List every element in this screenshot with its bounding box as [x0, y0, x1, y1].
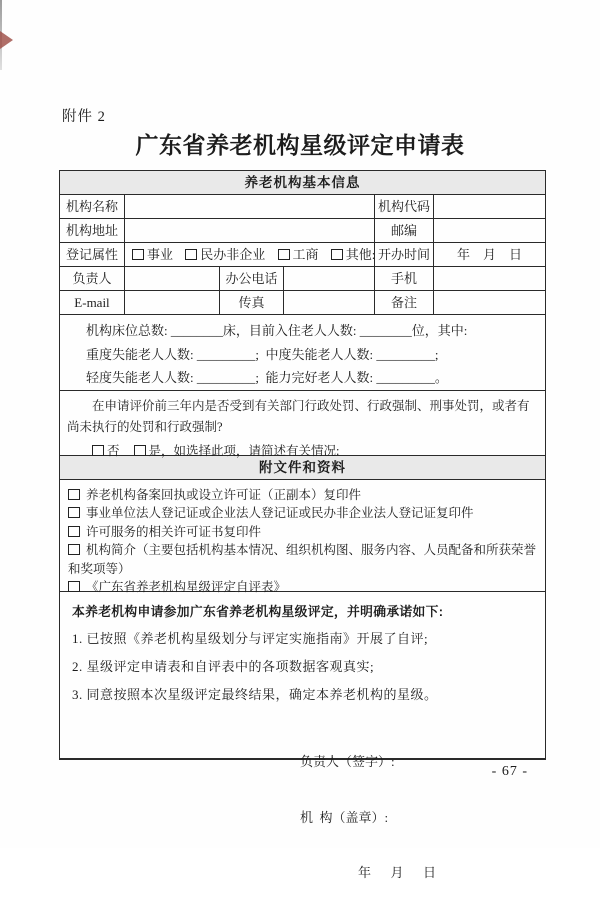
beds-line-1: 机构床位总数: ________床，目前入住老人人数: ________位，其中:: [86, 323, 468, 338]
reg-option-minban-checkbox-icon[interactable]: [185, 249, 197, 260]
row-email: [60, 291, 545, 315]
principal-label: 负责人: [60, 267, 125, 290]
reg-option-minban-label: 民办非企业: [200, 247, 266, 262]
office-phone-label: 办公电话: [220, 267, 284, 290]
reg-option-shiye: [132, 247, 173, 262]
commitment-item-1: 1. 已按照《养老机构星级划分与评定实施指南》开展了自评;: [72, 631, 429, 646]
postcode-value-cell: [434, 219, 545, 242]
org-name-label: 机构名称: [60, 195, 125, 218]
attachment-3-label: 许可服务的相关许可证书复印件: [86, 524, 262, 539]
attachment-number: 附件 2: [62, 109, 106, 125]
attachments-section: [60, 480, 545, 595]
reg-option-qita: [331, 247, 376, 262]
row-principal: [60, 267, 545, 291]
signature-block: [300, 716, 533, 920]
open-date-value-cell: 年 月 日: [456, 247, 522, 262]
reg-option-shiye-label: 事业: [147, 247, 174, 262]
remark-value-cell: [434, 291, 545, 314]
attachment-4-checkbox-icon[interactable]: [68, 544, 80, 555]
attachment-2-checkbox-icon[interactable]: [68, 507, 80, 518]
section-header-attachments: 附文件和资料: [60, 456, 545, 480]
reg-option-shiye-checkbox-icon[interactable]: [132, 249, 144, 260]
beds-line-2: 重度失能老人人数: _________; 中度失能老人人数: _________;: [86, 346, 439, 362]
org-code-value-cell: [434, 195, 545, 218]
attachment-5-label: 《广东省养老机构星级评定自评表》: [86, 580, 287, 595]
attachment-1-label: 养老机构备案回执或设立许可证（正副本）复印件: [86, 488, 362, 502]
org-name-value-cell: [125, 195, 375, 218]
penalty-no-label: 否: [107, 444, 120, 458]
commitment-item-3: 3. 同意按照本次星级评定最终结果，确定本养老机构的星级。: [72, 687, 438, 702]
commitment-item-2: 2. 星级评定申请表和自评表中的各项数据客观真实;: [72, 659, 375, 674]
org-code-label: 机构代码: [375, 195, 434, 218]
row-address: [60, 219, 545, 243]
attachment-item: [68, 541, 537, 578]
reg-type-options-cell: [125, 243, 375, 266]
penalty-question: 在申请评价前三年内是否受到有关部门行政处罚、行政强制、刑事处罚，或者有尚未执行的处罚和行政强制?: [67, 399, 530, 434]
reg-option-minban: [185, 247, 265, 262]
page-number: - 67 -: [491, 764, 528, 779]
postcode-label: 邮编: [375, 219, 434, 242]
beds-line-3: 轻度失能老人人数: _________; 能力完好老人人数: _________。: [86, 370, 448, 385]
attachment-4-label: 机构简介（主要包括机构基本情况、组织机构图、服务内容、人员配备和所获荣誉和奖项等）: [68, 543, 537, 576]
email-label: E-mail: [60, 291, 125, 314]
fax-value-cell: [284, 291, 375, 314]
commitment-intro: 本养老机构申请参加广东省养老机构星级评定，并明确承诺如下:: [72, 604, 444, 619]
reg-option-qita-checkbox-icon[interactable]: [331, 249, 343, 260]
attachment-3-checkbox-icon[interactable]: [68, 526, 80, 537]
row-org-name: [60, 195, 545, 219]
scan-red-triangle-artifact: [0, 31, 13, 49]
attachment-item: [68, 486, 537, 504]
attachment-1-checkbox-icon[interactable]: [68, 489, 80, 500]
signature-date-line: 年 月 日: [358, 865, 437, 880]
attachment-2-label: 事业单位法人登记证或企业法人登记证或民办非企业法人登记证复印件: [86, 506, 474, 521]
penalty-yes-label: 是，如选择此项，请简述有关情况:: [148, 444, 340, 458]
penalty-yes-checkbox-icon[interactable]: [134, 445, 146, 456]
reg-option-gongshang: [278, 247, 319, 262]
email-value-cell: [125, 291, 220, 314]
reg-option-gongshang-checkbox-icon[interactable]: [278, 249, 290, 260]
principal-value-cell: [125, 267, 220, 290]
signature-principal-line: 负责人（签字）:: [300, 754, 395, 769]
address-label: 机构地址: [60, 219, 125, 242]
attachment-item: [68, 504, 537, 522]
remark-label: 备注: [375, 291, 434, 314]
open-date-label: 开办时间: [375, 243, 434, 266]
form-title: 广东省养老机构星级评定申请表: [135, 133, 465, 158]
fax-label: 传真: [220, 291, 284, 314]
section-header-basic-info: 养老机构基本信息: [60, 171, 545, 195]
attachment-5-checkbox-icon[interactable]: [68, 581, 80, 592]
row-registration-type: [60, 243, 545, 267]
reg-option-qita-label: 其他:: [345, 247, 376, 262]
reg-option-gongshang-label: 工商: [292, 247, 319, 262]
mobile-value-cell: [434, 267, 545, 290]
penalty-question-section: [60, 391, 545, 456]
office-phone-value-cell: [284, 267, 375, 290]
penalty-no-checkbox-icon[interactable]: [92, 445, 104, 456]
attachment-item: [68, 523, 537, 541]
signature-org-line: 机 构（盖章）:: [300, 809, 389, 825]
reg-type-label: 登记属性: [60, 243, 125, 266]
beds-statistics-section: [60, 315, 545, 391]
address-value-cell: [125, 219, 375, 242]
mobile-label: 手机: [375, 267, 434, 290]
